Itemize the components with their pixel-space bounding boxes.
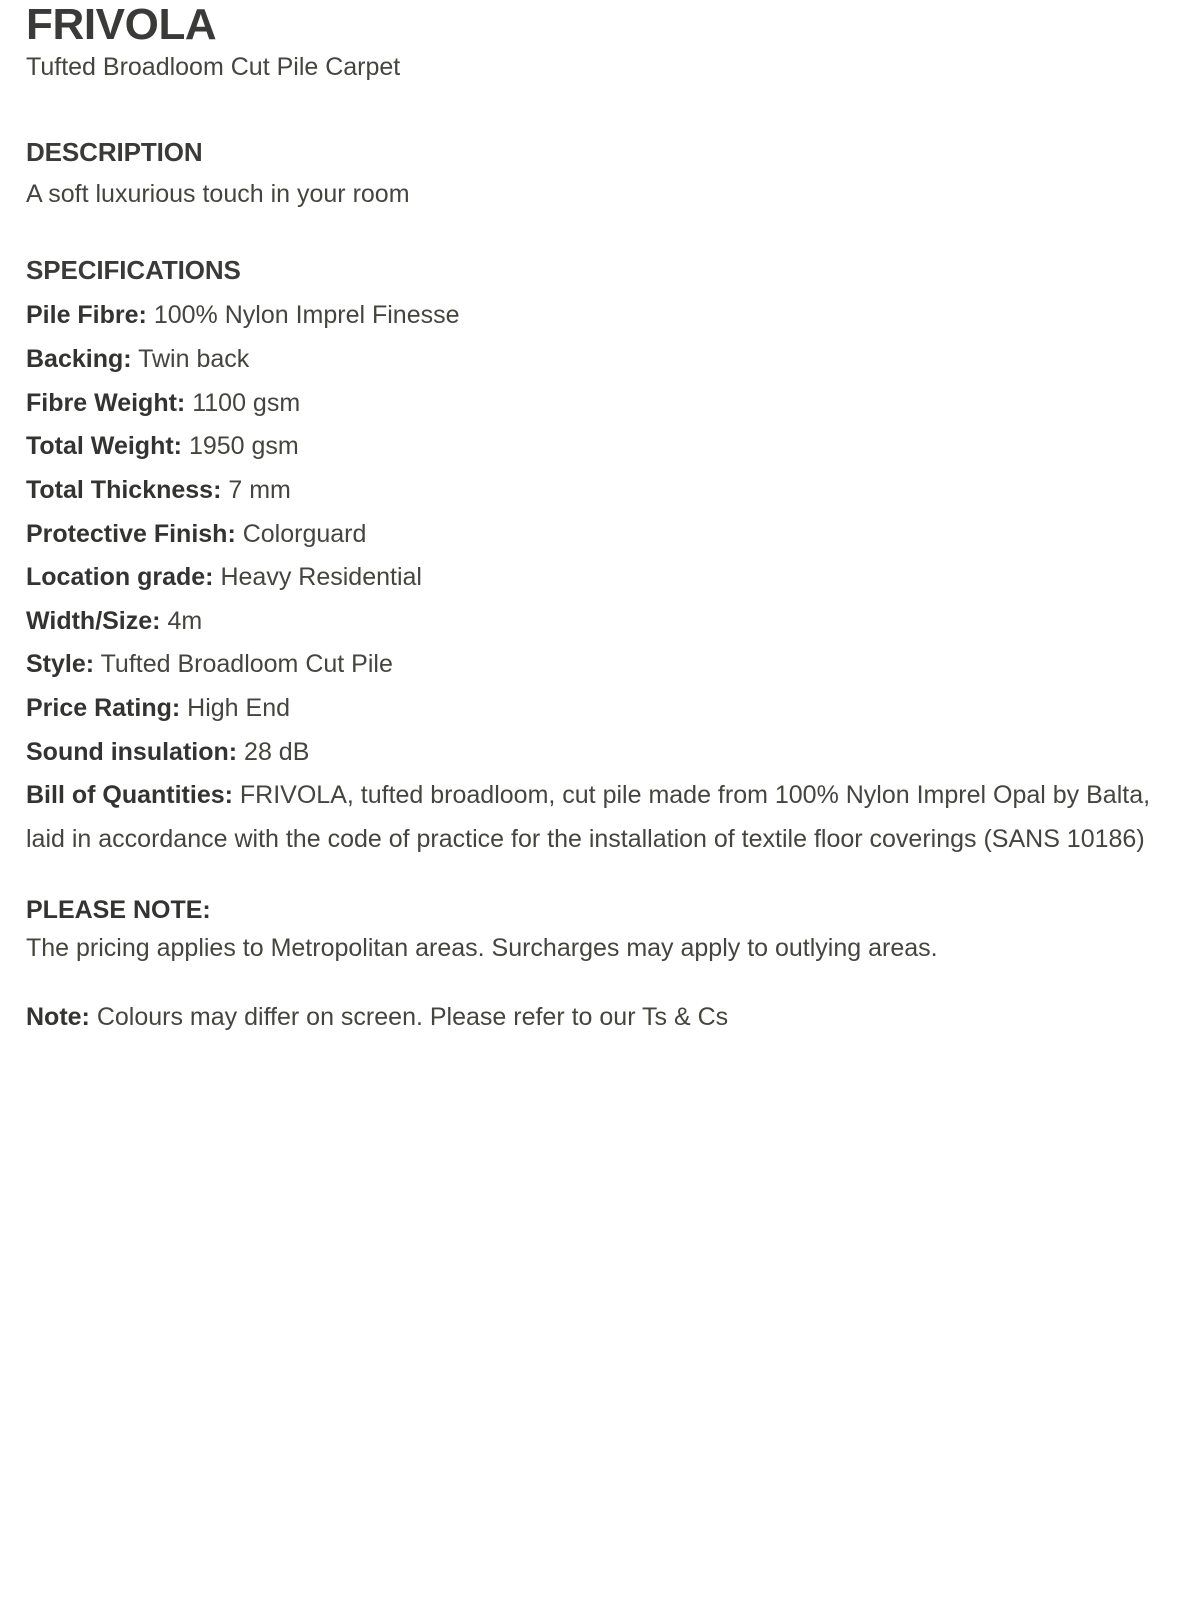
description-text: A soft luxurious touch in your room <box>26 180 410 209</box>
spec-value: FRIVOLA, tufted broadloom, cut pile made from 100% Nylon Imprel Opal by Balta, laid in accordance with the code of practice for the installation of textile floor coverings (SANS 10186) <box>26 781 1151 853</box>
list-item <box>26 556 1156 600</box>
description-section <box>26 137 1156 211</box>
list-item <box>26 643 1156 687</box>
spec-label: Protective Finish: <box>26 519 236 548</box>
list-item <box>26 382 1156 426</box>
spec-label: Location grade: <box>26 563 214 592</box>
list-item-bill-of-quantities <box>26 774 1156 861</box>
colour-note-line <box>26 1000 1156 1035</box>
spec-label: Price Rating: <box>26 694 181 723</box>
spec-label: Bill of Quantities: <box>26 781 233 810</box>
specifications-heading: SPECIFICATIONS <box>26 255 241 286</box>
description-heading: DESCRIPTION <box>26 137 203 168</box>
spec-value: Colorguard <box>242 519 367 548</box>
list-item <box>26 469 1156 513</box>
spec-label: Fibre Weight: <box>26 388 186 417</box>
list-item <box>26 731 1156 775</box>
spec-label: Pile Fibre: <box>26 301 147 330</box>
spec-value: 100% Nylon Imprel Finesse <box>153 301 460 330</box>
spacer <box>26 966 1156 1000</box>
spec-value: 28 dB <box>244 737 310 766</box>
spec-value: Twin back <box>138 345 250 374</box>
list-item <box>26 425 1156 469</box>
list-item <box>26 513 1156 557</box>
spacer <box>26 862 1156 896</box>
spec-label: Width/Size: <box>26 606 161 635</box>
spec-label: Backing: <box>26 345 132 374</box>
spec-value: Tufted Broadloom Cut Pile <box>100 650 393 679</box>
please-note-heading: PLEASE NOTE: <box>26 895 211 924</box>
please-note-text: The pricing applies to Metropolitan areas. Surcharges may apply to outlying areas. <box>26 933 938 962</box>
spacer <box>26 83 1156 137</box>
spec-label: Total Thickness: <box>26 475 222 504</box>
please-note-section <box>26 896 1156 966</box>
spec-value: 1100 gsm <box>192 388 301 417</box>
spec-value: High End <box>187 694 291 723</box>
spec-value: 7 mm <box>228 475 291 504</box>
specifications-list <box>26 294 1156 861</box>
colour-note-text: Colours may differ on screen. Please refer to our Ts & Cs <box>96 1002 729 1031</box>
list-item <box>26 600 1156 644</box>
product-subtitle: Tufted Broadloom Cut Pile Carpet <box>26 53 401 82</box>
spec-label: Style: <box>26 650 95 679</box>
colour-note-section <box>26 1000 1156 1035</box>
spec-value: 4m <box>167 606 203 635</box>
spec-label: Total Weight: <box>26 432 182 461</box>
spec-value: Heavy Residential <box>220 563 422 592</box>
specifications-section <box>26 255 1156 861</box>
list-item <box>26 338 1156 382</box>
list-item <box>26 294 1156 338</box>
list-item <box>26 687 1156 731</box>
spacer <box>26 211 1156 255</box>
colour-note-label: Note: <box>26 1002 90 1031</box>
page-title: FRIVOLA <box>26 0 217 49</box>
spec-value: 1950 gsm <box>188 432 299 461</box>
spec-label: Sound insulation: <box>26 737 238 766</box>
